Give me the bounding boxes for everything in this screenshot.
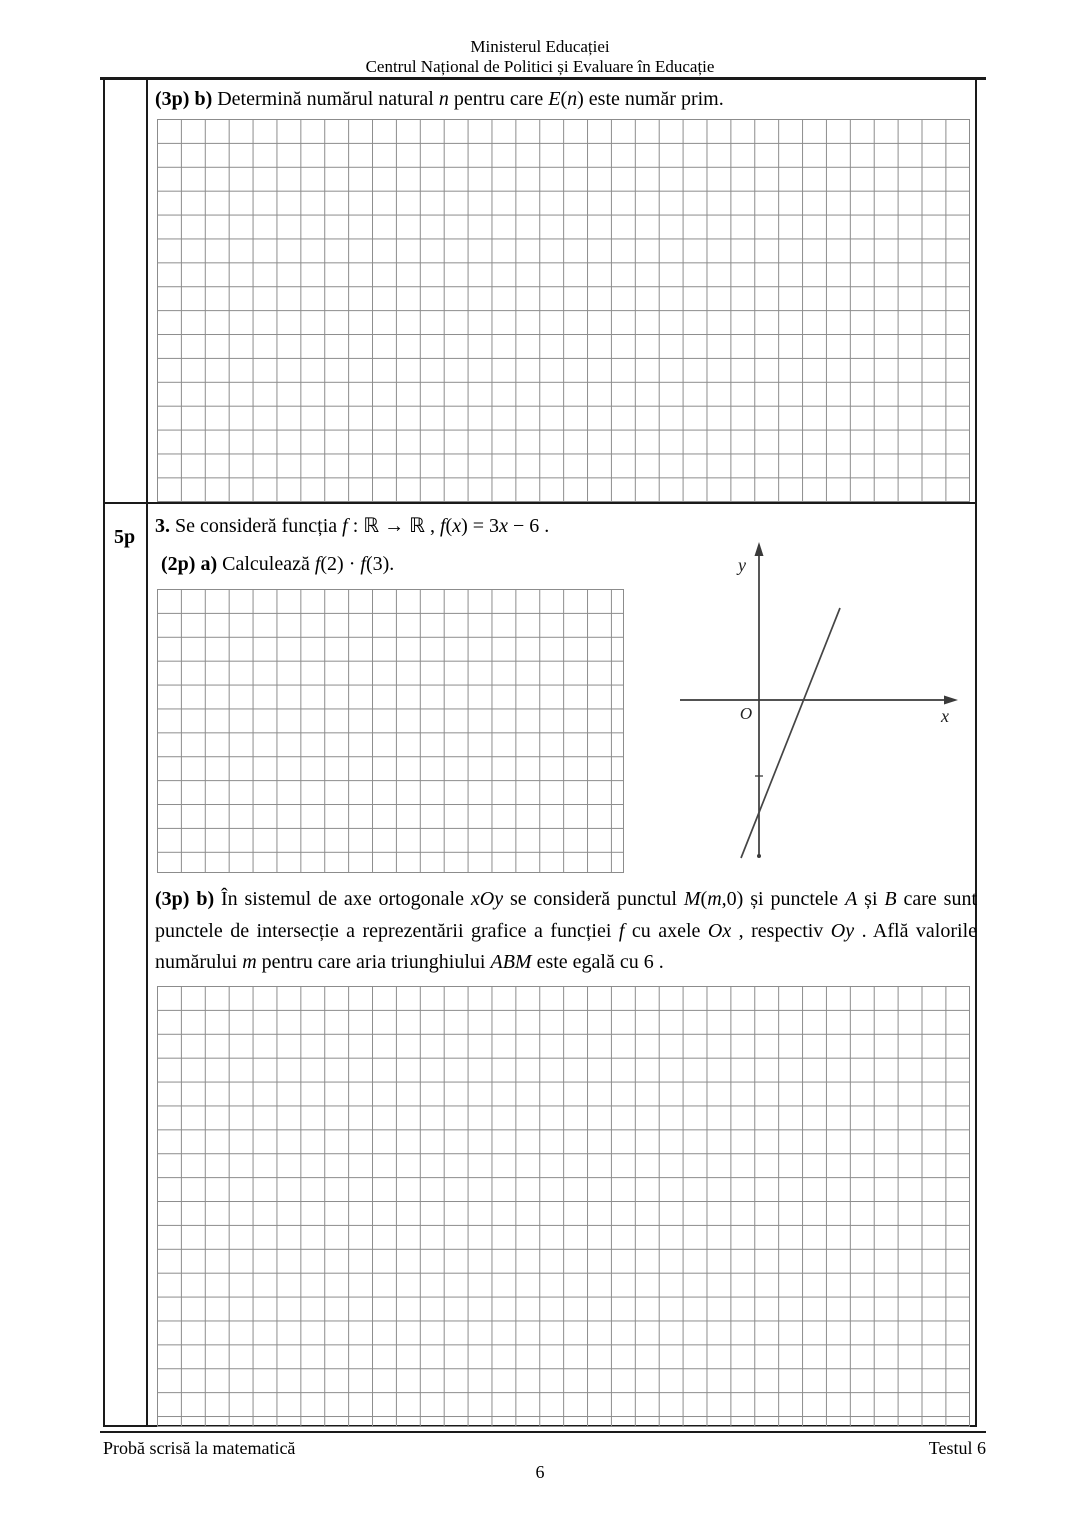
header-institution: Centrul Național de Politici și Evaluare în Educație xyxy=(365,57,715,76)
table-border-left xyxy=(103,77,105,1427)
origin-label: O xyxy=(739,704,753,723)
problem-3-title: 3. Se consideră funcția f : ℝ → ℝ , f(x) = 3x − 6 . xyxy=(155,515,550,537)
function-graph xyxy=(660,540,970,885)
function-line xyxy=(741,608,840,858)
points-cell-3: 5p xyxy=(113,526,136,548)
answer-grid-3b xyxy=(157,986,970,1427)
y-axis-label: y xyxy=(738,555,746,575)
footer-rule xyxy=(100,1431,986,1433)
x-axis-arrow-icon xyxy=(944,696,958,705)
page-header xyxy=(0,37,1080,77)
table-row-divider xyxy=(103,502,977,504)
x-axis-label: x xyxy=(941,706,949,726)
footer-test-number: Testul 6 xyxy=(928,1438,986,1458)
answer-grid-2b xyxy=(157,119,970,502)
answer-grid-3a xyxy=(157,589,624,873)
table-points-divider xyxy=(146,77,148,1427)
footer-exam-name: Probă scrisă la matematică xyxy=(103,1438,296,1458)
header-ministry: Ministerul Educației xyxy=(470,37,610,56)
y-axis-end-dot xyxy=(757,854,761,858)
question-2b-text: (3p) b) Determină numărul natural n pentru care E(n) este număr prim. xyxy=(155,88,724,110)
problem-3a-text: (2p) a) Calculează f(2) · f(3). xyxy=(161,553,395,575)
y-axis-arrow-icon xyxy=(755,542,764,556)
problem-3b-text: (3p) b) În sistemul de axe ortogonale xOy se consideră punctul M(m,0) și punctele A și B care sunt punctele de intersecție a reprezentării grafice a funcției f cu axele Ox , respectiv Oy . Află valorile numărului m pentru care aria triunghiului ABM este egală cu 6 . xyxy=(155,888,978,974)
table-border-right xyxy=(975,77,977,1427)
header-rule xyxy=(100,77,986,80)
page-number: 6 xyxy=(535,1462,545,1482)
